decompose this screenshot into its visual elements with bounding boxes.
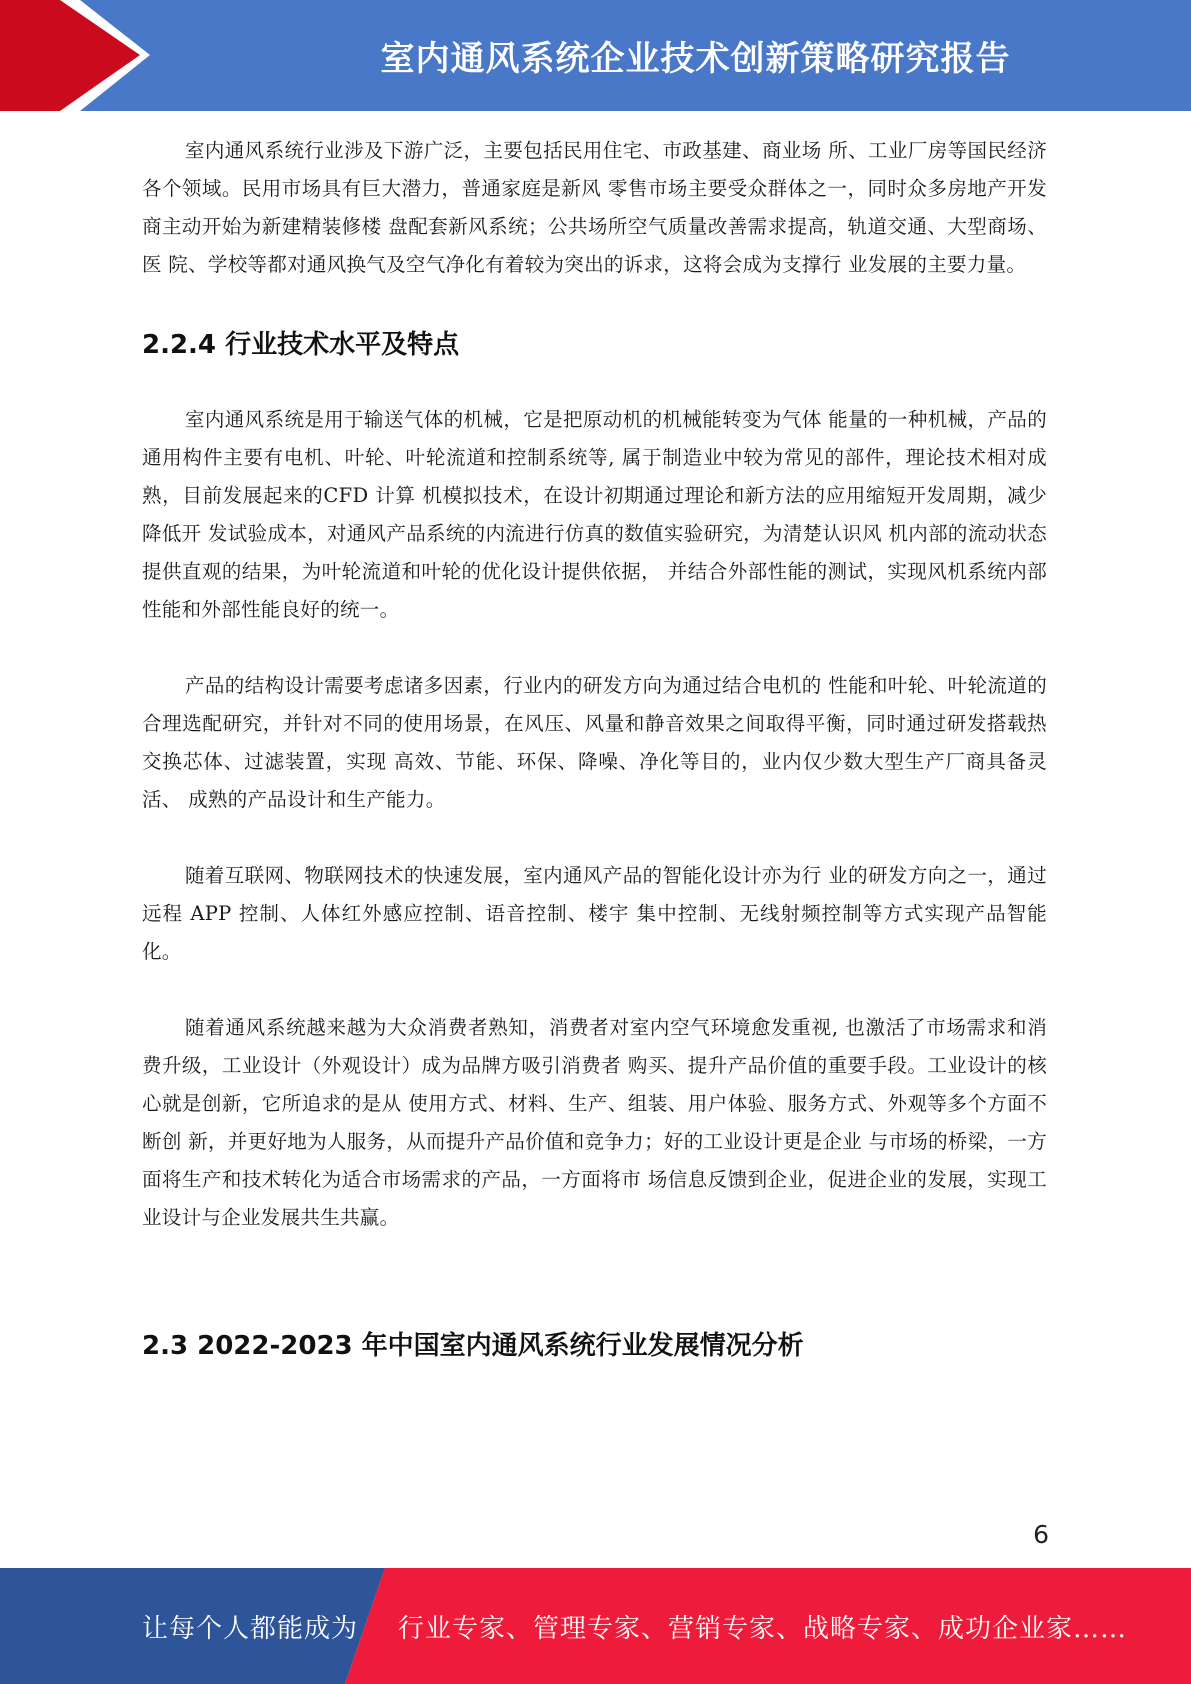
footer-slogan-left: 让每个人都能成为 xyxy=(142,1613,359,1644)
paragraph: 室内通风系统行业涉及下游广泛，主要包括民用住宅、市政基建、商业场 所、工业厂房等国民经济各个领域。民用市场具有巨大潜力，普通家庭是新风 零售市场主要受众群体之一，同时众多房地产开发商主动开始为新建精装修楼 盘配套新风系统；公共场所空气质量改善需求提高，轨道交通、大型商场、医 院、学校等都对通风换气及空气净化有着较为突出的诉求，这将会成为支撑行 业发展的主要力量。 xyxy=(142,139,1047,276)
report-title: 室内通风系统企业技术创新策略研究报告 xyxy=(380,39,1011,79)
page-number: 6 xyxy=(1033,1520,1049,1549)
header-banner xyxy=(0,0,1191,111)
paragraph: 随着互联网、物联网技术的快速发展，室内通风产品的智能化设计亦为行 业的研发方向之一，通过远程 APP 控制、人体红外感应控制、语音控制、楼宇 集中控制、无线射频控制等方式实现产品智能化。 xyxy=(142,864,1047,963)
section-heading: 2.2.4 行业技术水平及特点 xyxy=(142,330,460,360)
chevron-arrow-icon xyxy=(0,0,160,111)
section-heading: 2.3 2022-2023 年中国室内通风系统行业发展情况分析 xyxy=(142,1331,804,1361)
footer-banner xyxy=(0,1568,1191,1684)
paragraph: 随着通风系统越来越为大众消费者熟知，消费者对室内空气环境愈发重视, 也激活了市场需求和消费升级，工业设计（外观设计）成为品牌方吸引消费者 购买、提升产品价值的重要手段。工业设计的核心就是创新，它所追求的是从 使用方式、材料、生产、组装、用户体验、服务方式、外观等多个方面不断创 新，并更好地为人服务，从而提升产品价值和竞争力；好的工业设计更是企业 与市场的桥梁，一方面将生产和技术转化为适合市场需求的产品，一方面将市 场信息反馈到企业，促进企业的发展，实现工业设计与企业发展共生共赢。 xyxy=(142,1016,1047,1229)
footer-slogan-right: 行业专家、管理专家、营销专家、战略专家、成功企业家…… xyxy=(398,1613,1128,1644)
document-body xyxy=(142,132,1047,1362)
paragraph: 产品的结构设计需要考虑诸多因素，行业内的研发方向为通过结合电机的 性能和叶轮、叶轮流道的合理选配研究，并针对不同的使用场景，在风压、风量和静音效果之间取得平衡，同时通过研发搭载热交换芯体、过滤装置，实现 高效、节能、环保、降噪、净化等目的，业内仅少数大型生产厂商具备灵活、 成熟的产品设计和生产能力。 xyxy=(142,674,1047,811)
paragraph: 室内通风系统是用于输送气体的机械，它是把原动机的机械能转变为气体 能量的一种机械，产品的通用构件主要有电机、叶轮、叶轮流道和控制系统等, 属于制造业中较为常见的部件，理论技术相对成熟，目前发展起来的CFD 计算 机模拟技术，在设计初期通过理论和新方法的应用缩短开发周期，减少降低开 发试验成本，对通风产品系统的内流进行仿真的数值实验研究，为清楚认识风 机内部的流动状态提供直观的结果，为叶轮流道和叶轮的优化设计提供依据， 并结合外部性能的测试，实现风机系统内部性能和外部性能良好的统一。 xyxy=(142,408,1047,621)
